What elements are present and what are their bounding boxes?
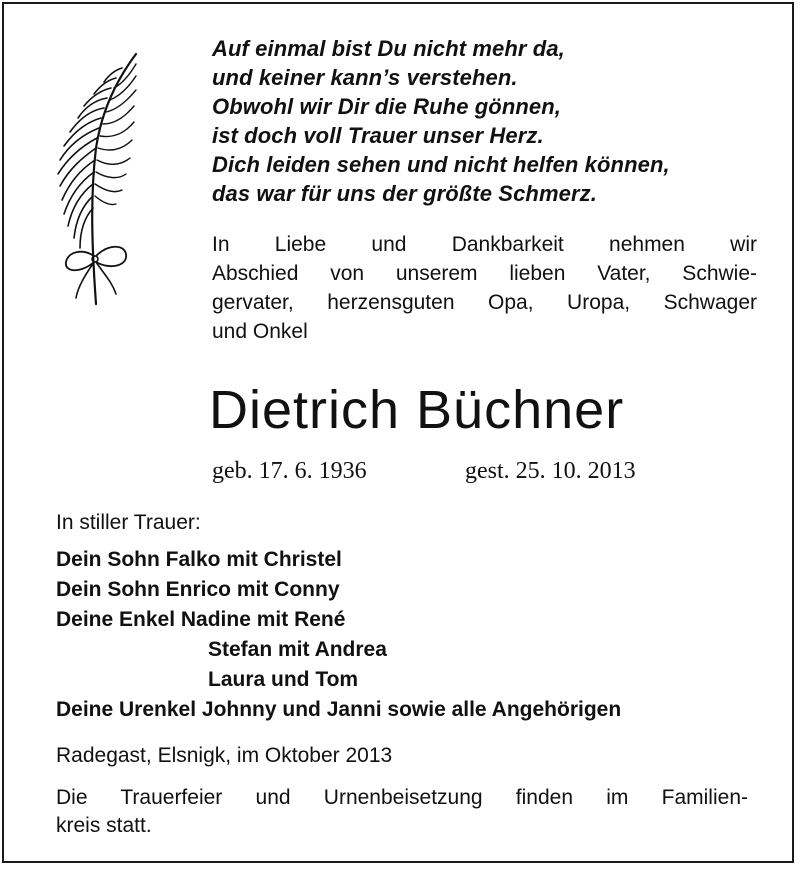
mourner-line: Dein Sohn Enrico mit Conny <box>56 578 340 601</box>
poem-line: und keiner kann’s verstehen. <box>212 65 518 90</box>
feather-icon <box>52 48 142 310</box>
mourners-list <box>56 545 776 725</box>
poem-line: Dich leiden sehen und nicht helfen können, <box>212 152 670 177</box>
poem-line: das war für uns der größte Schmerz. <box>212 181 597 206</box>
funeral-note <box>56 784 748 840</box>
note-line: kreis statt. <box>56 814 152 837</box>
poem-line: Auf einmal bist Du nicht mehr da, <box>212 36 565 61</box>
intro-line: und Onkel <box>212 320 308 343</box>
mourner-line: Stefan mit Andrea <box>208 638 387 661</box>
place-date: Radegast, Elsnigk, im Oktober 2013 <box>56 744 393 767</box>
mourners-label: In stiller Trauer: <box>56 511 201 534</box>
mourner-line: Dein Sohn Falko mit Christel <box>56 548 342 571</box>
poem-line: ist doch voll Trauer unser Herz. <box>212 123 544 148</box>
intro-text <box>212 230 757 346</box>
poem-line: Obwohl wir Dir die Ruhe gönnen, <box>212 94 561 119</box>
note-line: Die Trauerfeier und Urnenbeisetzung finden im Familien- <box>56 786 748 809</box>
mourner-line: Laura und Tom <box>208 668 359 691</box>
life-dates <box>212 456 636 486</box>
intro-line: In Liebe und Dankbarkeit nehmen wir <box>212 233 757 256</box>
poem <box>212 34 772 208</box>
mourner-line: Deine Enkel Nadine mit René <box>56 608 346 631</box>
mourner-line: Deine Urenkel Johnny und Janni sowie alle Angehörigen <box>56 698 622 721</box>
intro-line: gervater, herzensguten Opa, Uropa, Schwager <box>212 291 757 314</box>
deceased-name: Dietrich Büchner <box>209 380 625 440</box>
obituary-frame <box>2 2 794 863</box>
intro-line: Abschied von unserem lieben Vater, Schwie- <box>212 262 757 285</box>
birth-date: geb. 17. 6. 1936 <box>212 458 367 484</box>
death-date: gest. 25. 10. 2013 <box>465 458 636 484</box>
